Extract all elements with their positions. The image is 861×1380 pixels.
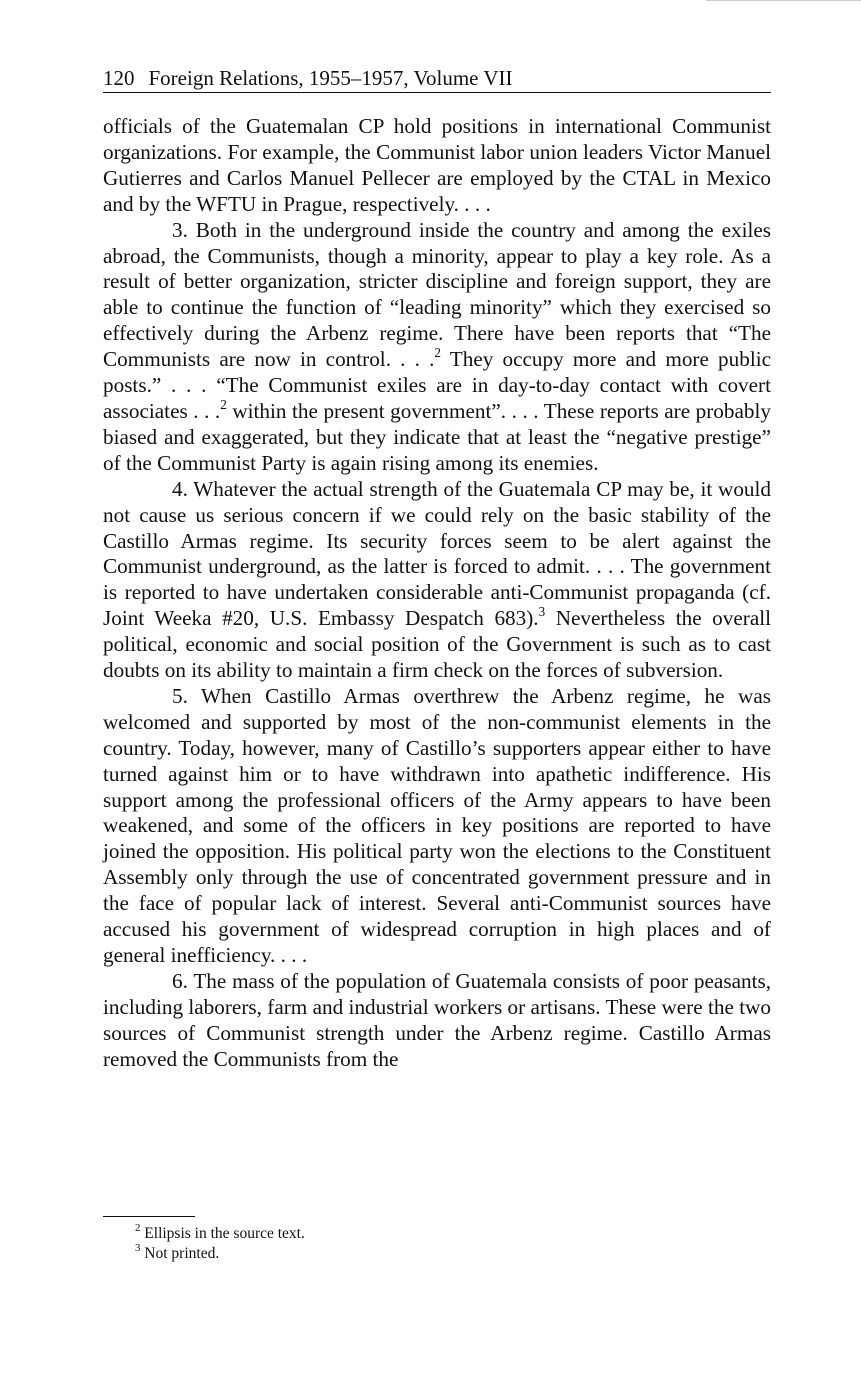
paragraph-3 bbox=[103, 218, 771, 477]
footnote-marker: 2 bbox=[135, 1221, 141, 1234]
footnotes bbox=[135, 1221, 735, 1264]
paragraph-6: 6. The mass of the population of Guatemala consists of poor peasants, including laborers, farm and industrial workers or artisans. These were the two sources of Communist strength under the Arbenz regime. Castillo Armas removed the Communists from the bbox=[103, 968, 771, 1071]
footnote-reference: 3 bbox=[538, 603, 546, 619]
footnote-reference: 2 bbox=[434, 344, 441, 360]
running-header bbox=[103, 64, 771, 93]
paragraph-4-part-2: Nevertheless the overall political, economic and social position of the Government is such as to cast doubts on its ability to maintain a firm check on the forces of subversion. bbox=[103, 606, 772, 683]
paragraph-3-part-2: They occupy more and more public posts.” . . . “The Communist exiles are in day-to-day contact with covert associates . . . bbox=[103, 347, 772, 423]
body-text bbox=[103, 114, 771, 1073]
footnote-text: Ellipsis in the source text. bbox=[144, 1225, 305, 1242]
footnote-reference: 2 bbox=[220, 396, 227, 412]
paragraph-3-part-1: 3. Both in the underground inside the country and among the exiles abroad, the Communists, though a minority, appear to play a key role. As a result of better organization, stricter discipline and foreign support, they are able to continue the function of “leading minority” which they exercised so effectively during the Arbenz regime. There have been reports that “The Communists are now in control. . . . bbox=[103, 217, 771, 372]
footnote-text: Not printed. bbox=[144, 1245, 220, 1262]
running-title: Foreign Relations, 1955–1957, Volume VII bbox=[148, 66, 513, 90]
footnote-3 bbox=[135, 1241, 735, 1264]
scan-edge-line bbox=[706, 0, 861, 1]
footnote-2 bbox=[135, 1221, 735, 1244]
footnote-divider bbox=[103, 1216, 195, 1217]
paragraph-4-part-1: 4. Whatever the actual strength of the Guatemala CP may be, it would not cause us serious concern if we could rely on the basic stability of the Castillo Armas regime. Its security forces seem to be alert against the Communist underground, as the latter is forced to admit. . . . The government is reported to have undertaken considerable anti-Communist propaganda (cf. Joint Weeka #20, U.S. Embassy Despatch 683). bbox=[103, 476, 771, 631]
paragraph-4 bbox=[103, 477, 771, 684]
page-number: 120 bbox=[103, 66, 135, 90]
footnote-marker: 3 bbox=[135, 1241, 141, 1254]
paragraph-continued: officials of the Guatemalan CP hold positions in international Communist organizations. For example, the Communist labor union leaders Victor Manuel Gutierres and Carlos Manuel Pellecer are employed by the CTAL in Mexico and by the WFTU in Prague, respectively. . . . bbox=[103, 114, 771, 216]
paragraph-5: 5. When Castillo Armas overthrew the Arbenz regime, he was welcomed and supported by most of the non-communist elements in the country. Today, however, many of Castillo’s supporters appear either to have turned against him or to have withdrawn into apathetic indifference. His support among the professional officers of the Army appears to have been weakened, and some of the officers in key positions are reported to have joined the opposition. His political party won the elections to the Constituent Assembly only through the use of concentrated government pressure and in the face of popular lack of interest. Several anti-Communist sources have accused his government of widespread corruption in high places and of general inefficiency. . . . bbox=[103, 683, 771, 967]
paragraph-3-part-3: within the present government”. . . . These reports are probably biased and exaggerated, but they indicate that at least the “negative prestige” of the Communist Party is again rising among its enemies. bbox=[103, 398, 771, 475]
